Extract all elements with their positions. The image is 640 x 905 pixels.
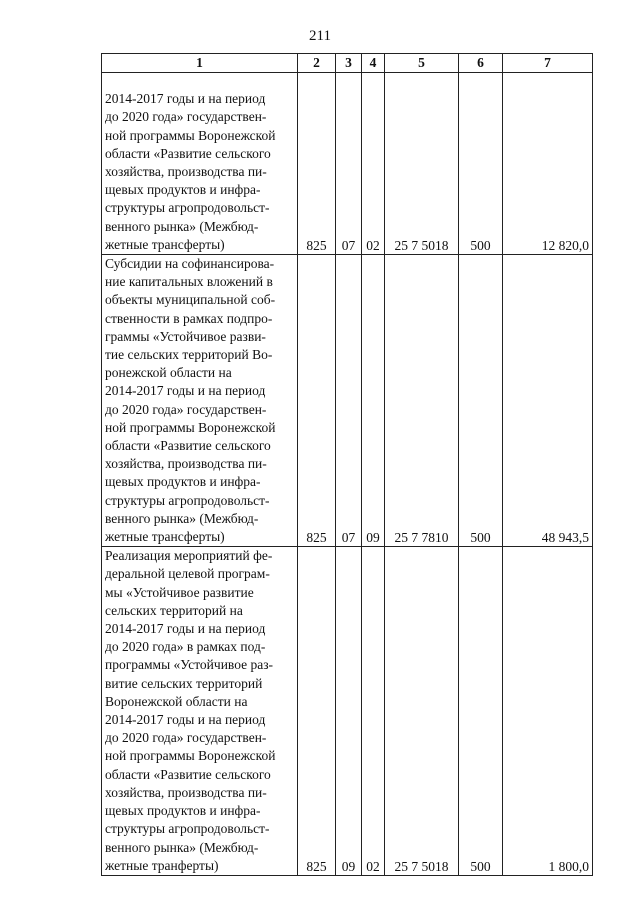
description-line: до 2020 года» государствен- bbox=[105, 109, 267, 125]
description-line: хозяйства, производства пи- bbox=[105, 456, 267, 472]
description-line: мы «Устойчивое развитие bbox=[105, 584, 254, 600]
description-line: области «Развитие сельского bbox=[105, 438, 271, 454]
section-code: 07 bbox=[336, 255, 362, 547]
description-line: области «Развитие сельского bbox=[105, 145, 271, 161]
subsection-code: 09 bbox=[362, 255, 385, 547]
row-description bbox=[102, 255, 298, 547]
description-line: витие сельских территорий bbox=[105, 675, 263, 691]
description-line: Воронежской области на bbox=[105, 693, 248, 709]
description-line: ной программы Воронежской bbox=[105, 748, 276, 764]
header-row bbox=[102, 54, 593, 73]
table-row bbox=[102, 255, 593, 547]
target-article-code: 25 7 7810 bbox=[385, 255, 459, 547]
description-line: щевых продуктов и инфра- bbox=[105, 803, 261, 819]
description-line: венного рынка» (Межбюд- bbox=[105, 510, 259, 526]
description-line: до 2020 года» государствен- bbox=[105, 401, 267, 417]
description-line: до 2020 года» в рамках под- bbox=[105, 639, 266, 655]
ministry-code: 825 bbox=[298, 73, 336, 255]
description-line: структуры агропродовольст- bbox=[105, 821, 270, 837]
header-col-6: 6 bbox=[459, 54, 503, 73]
description-line: до 2020 года» государствен- bbox=[105, 730, 267, 746]
description-line: венного рынка» (Межбюд- bbox=[105, 839, 259, 855]
description-line: ние капитальных вложений в bbox=[105, 274, 273, 290]
description-line: ронежской области на bbox=[105, 365, 232, 381]
description-line: тие сельских территорий Во- bbox=[105, 347, 273, 363]
description-line: 2014-2017 годы и на период bbox=[105, 383, 266, 399]
description-line: структуры агропродовольст- bbox=[105, 200, 270, 216]
table-row bbox=[102, 547, 593, 876]
description-line: структуры агропродовольст- bbox=[105, 492, 270, 508]
amount: 1 800,0 bbox=[503, 547, 593, 876]
row-description bbox=[102, 73, 298, 255]
header-col-1: 1 bbox=[102, 54, 298, 73]
header-col-7: 7 bbox=[503, 54, 593, 73]
description-line: граммы «Устойчивое разви- bbox=[105, 328, 266, 344]
description-line: жетные транферты) bbox=[105, 857, 219, 873]
description-line: области «Развитие сельского bbox=[105, 766, 271, 782]
description-line: сельских территорий на bbox=[105, 602, 243, 618]
header-col-3: 3 bbox=[336, 54, 362, 73]
description-line: программы «Устойчивое раз- bbox=[105, 657, 274, 673]
description-line: объекты муниципальной соб- bbox=[105, 292, 276, 308]
description-line: венного рынка» (Межбюд- bbox=[105, 218, 259, 234]
table-row bbox=[102, 73, 593, 255]
description-line: Реализация мероприятий фе- bbox=[105, 548, 273, 564]
header-col-2: 2 bbox=[298, 54, 336, 73]
description-line: 2014-2017 годы и на период bbox=[105, 91, 266, 107]
description-line: деральной целевой програм- bbox=[105, 566, 270, 582]
subsection-code: 02 bbox=[362, 73, 385, 255]
description-line: ной программы Воронежской bbox=[105, 419, 276, 435]
description-line: щевых продуктов и инфра- bbox=[105, 182, 261, 198]
amount: 48 943,5 bbox=[503, 255, 593, 547]
budget-table bbox=[101, 53, 593, 876]
description-line: Субсидии на софинансирова- bbox=[105, 256, 275, 271]
description-line: ной программы Воронежской bbox=[105, 127, 276, 143]
expense-type-code: 500 bbox=[459, 73, 503, 255]
description-line: 2014-2017 годы и на период bbox=[105, 621, 266, 637]
page-number: 211 bbox=[309, 28, 331, 44]
description-line: щевых продуктов и инфра- bbox=[105, 474, 261, 490]
description-line: хозяйства, производства пи- bbox=[105, 784, 267, 800]
section-code: 07 bbox=[336, 73, 362, 255]
ministry-code: 825 bbox=[298, 255, 336, 547]
expense-type-code: 500 bbox=[459, 255, 503, 547]
target-article-code: 25 7 5018 bbox=[385, 547, 459, 876]
description-line: ственности в рамках подпро- bbox=[105, 310, 273, 326]
expense-type-code: 500 bbox=[459, 547, 503, 876]
header-col-5: 5 bbox=[385, 54, 459, 73]
description-line: жетные трансферты) bbox=[105, 236, 225, 252]
description-line: 2014-2017 годы и на период bbox=[105, 712, 266, 728]
subsection-code: 02 bbox=[362, 547, 385, 876]
amount: 12 820,0 bbox=[503, 73, 593, 255]
target-article-code: 25 7 5018 bbox=[385, 73, 459, 255]
row-description bbox=[102, 547, 298, 876]
header-col-4: 4 bbox=[362, 54, 385, 73]
description-line: хозяйства, производства пи- bbox=[105, 163, 267, 179]
section-code: 09 bbox=[336, 547, 362, 876]
ministry-code: 825 bbox=[298, 547, 336, 876]
description-line: жетные трансферты) bbox=[105, 529, 225, 545]
